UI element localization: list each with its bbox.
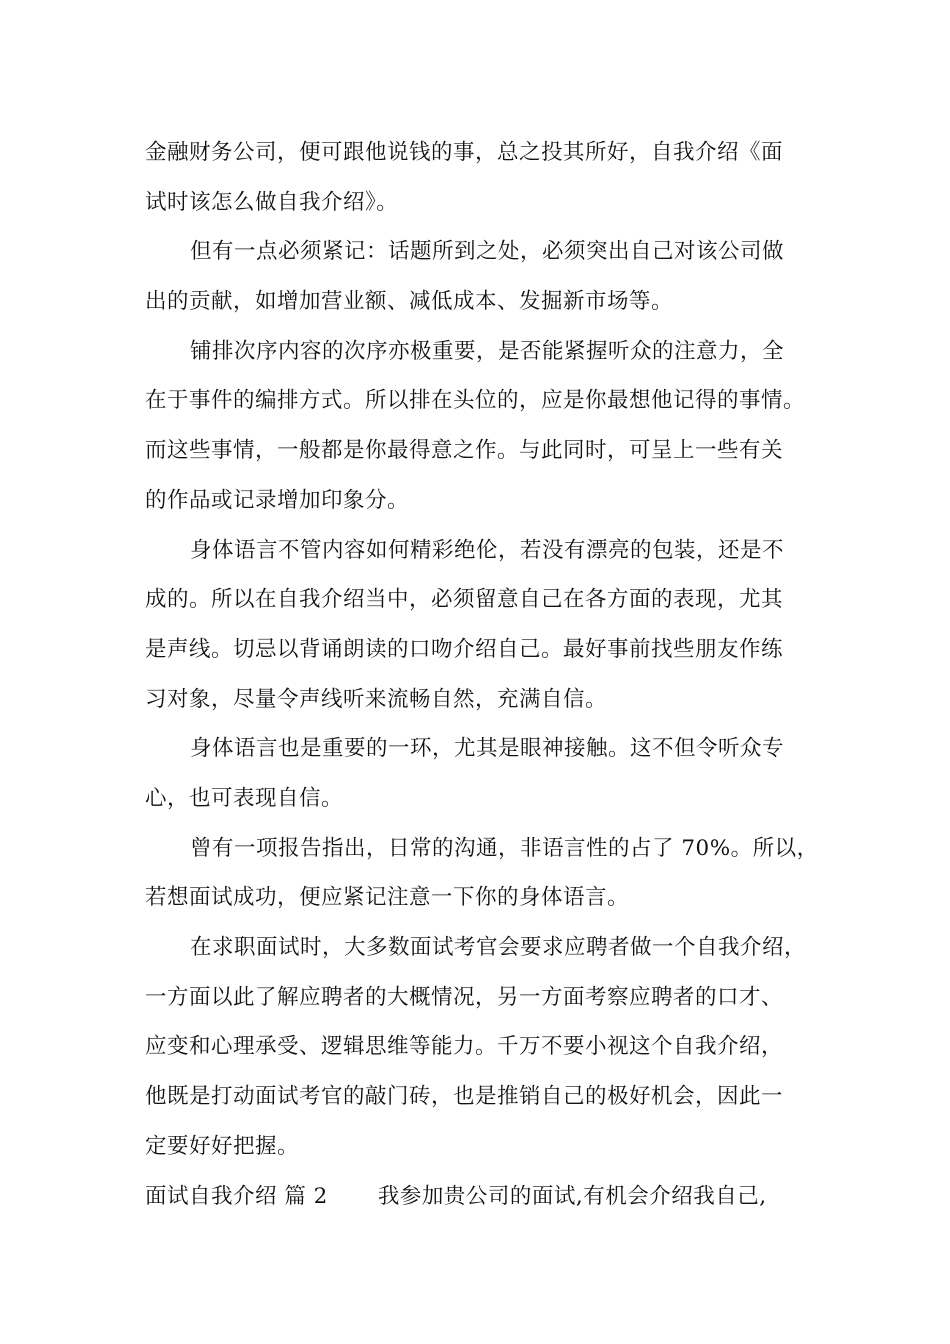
text-line: 是声线。切忌以背诵朗读的口吻介绍自己。最好事前找些朋友作练 [145, 636, 784, 662]
text-line: 身体语言也是重要的一环，尤其是眼神接触。这不但令听众专 [190, 736, 785, 762]
body-text [145, 128, 825, 1171]
section-title: 面试自我介绍 篇 2 [145, 1184, 328, 1209]
text-line: 但有一点必须紧记：话题所到之处，必须突出自己对该公司做 [190, 239, 785, 265]
text-line: 试时该怎么做自我介绍》。 [145, 189, 399, 215]
text-line: 定要好好把握。 [145, 1133, 300, 1159]
text-line: 而这些事情，一般都是你最得意之作。与此同时，可呈上一些有关 [145, 438, 784, 464]
text-line: 若想面试成功，便应紧记注意一下你的身体语言。 [145, 885, 630, 911]
text-line: 铺排次序内容的次序亦极重要，是否能紧握听众的注意力，全 [190, 338, 785, 364]
text-line: 一方面以此了解应聘者的大概情况，另一方面考察应聘者的口才、 [145, 984, 784, 1010]
text-line: 习对象，尽量令声线听来流畅自然，充满自信。 [145, 686, 608, 712]
text-line: 曾有一项报告指出，日常的沟通，非语言性的占了 70%。所以， [190, 835, 819, 861]
section-first-line: 我参加贵公司的面试,有机会介绍我自己, [377, 1184, 767, 1209]
section-heading-line [145, 1172, 767, 1222]
text-line: 应变和心理承受、逻辑思维等能力。千万不要小视这个自我介绍， [145, 1034, 784, 1060]
text-line: 出的贡献，如增加营业额、减低成本、发掘新市场等。 [145, 289, 674, 315]
text-line: 心，也可表现自信。 [145, 785, 344, 811]
text-line: 身体语言不管内容如何精彩绝伦，若没有漂亮的包装，还是不 [190, 537, 785, 563]
text-line: 金融财务公司，便可跟他说钱的事，总之投其所好，自我介绍《面 [145, 140, 784, 165]
text-line: 成的。所以在自我介绍当中，必须留意自己在各方面的表现，尤其 [145, 587, 784, 613]
text-line: 他既是打动面试考官的敲门砖，也是推销自己的极好机会，因此一 [145, 1084, 784, 1110]
text-line: 在求职面试时，大多数面试考官会要求应聘者做一个自我介绍， [190, 935, 807, 960]
text-line: 在于事件的编排方式。所以排在头位的，应是你最想他记得的事情。 [145, 388, 806, 414]
text-line: 的作品或记录增加印象分。 [145, 487, 410, 513]
